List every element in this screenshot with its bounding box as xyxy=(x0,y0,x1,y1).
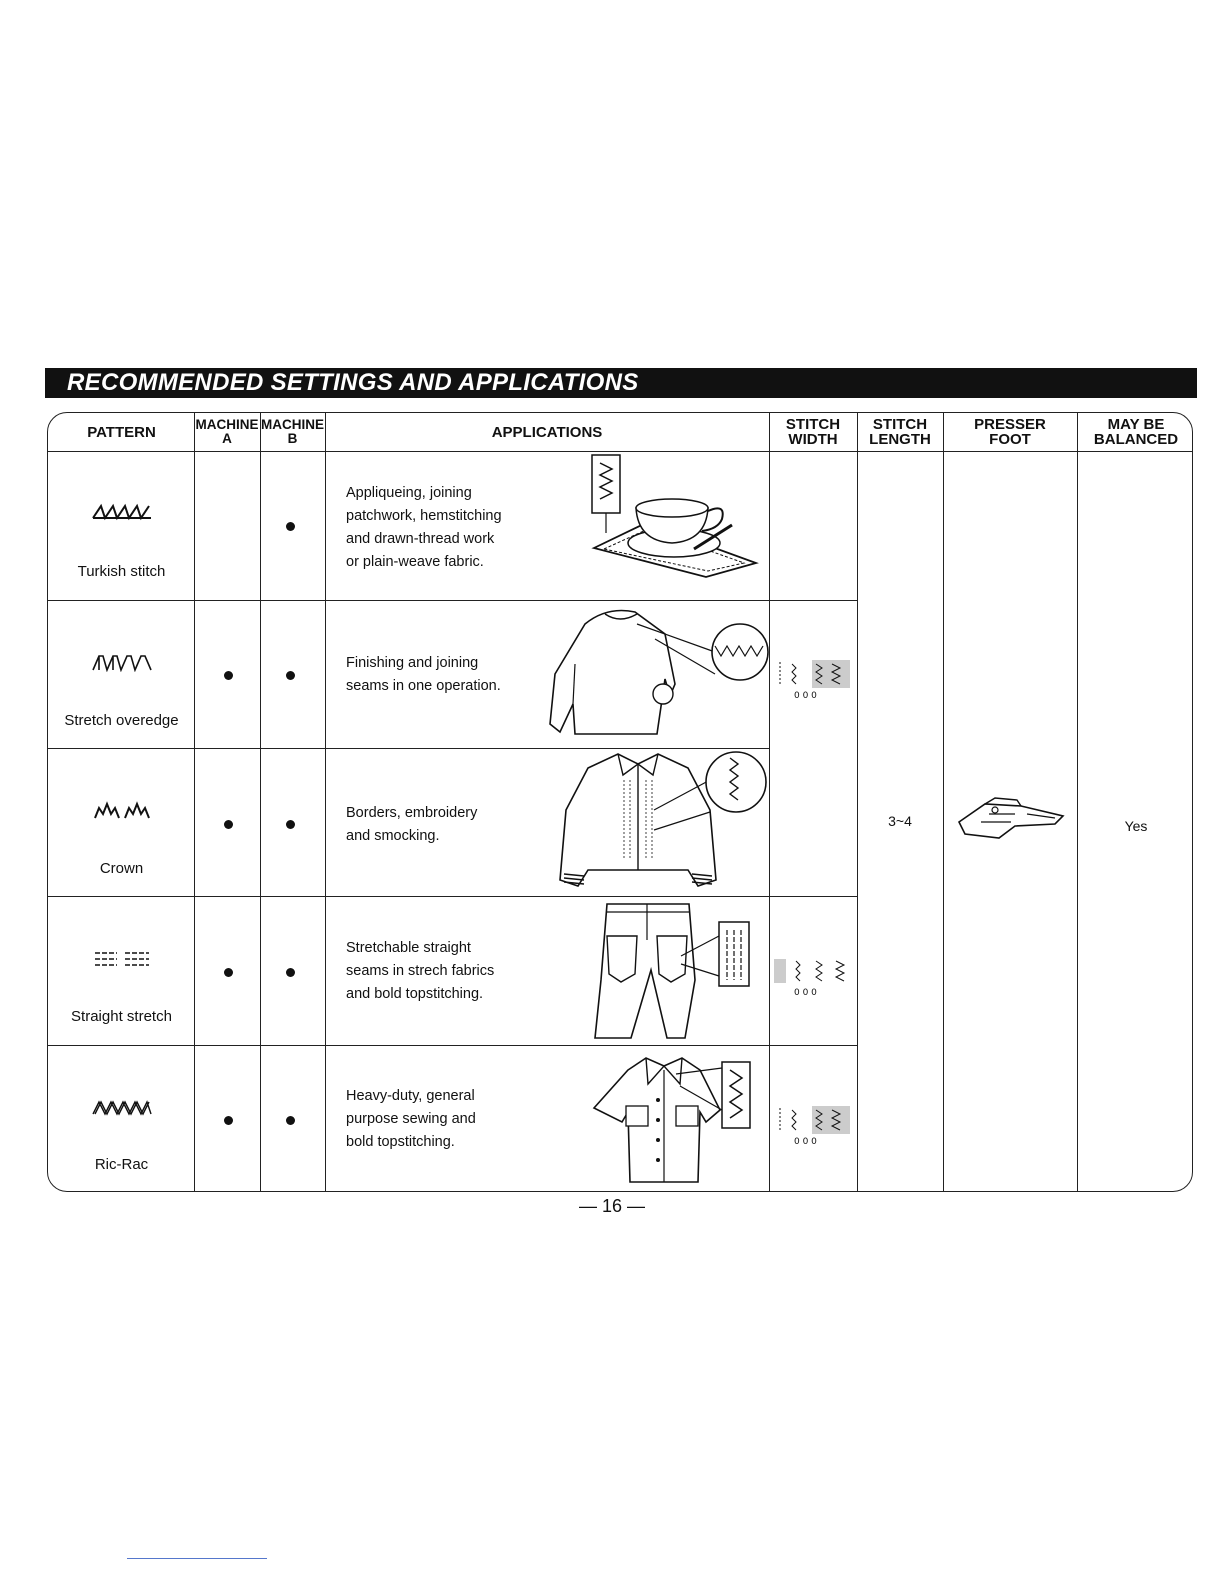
pattern-name: Turkish stitch xyxy=(77,563,166,580)
row-divider xyxy=(47,748,770,749)
application-text: Finishing and joining seams in one operation. xyxy=(346,655,501,694)
svg-text:0 0 0: 0 0 0 xyxy=(794,691,817,700)
column-divider xyxy=(943,412,944,1192)
machine-a-indicator xyxy=(224,820,233,829)
header-presser-foot: PRESSER FOOT xyxy=(974,416,1046,448)
header-stitch-length: STITCH LENGTH xyxy=(869,416,931,448)
application-text: Heavy-duty, general purpose sewing and bold topstitching. xyxy=(346,1088,476,1150)
sweater-icon xyxy=(545,604,770,744)
application-text: Borders, embroidery and smocking. xyxy=(346,805,478,844)
svg-text:0 0 0: 0 0 0 xyxy=(794,1137,817,1146)
column-divider xyxy=(194,412,195,1192)
header-machine-a: MACHINE A xyxy=(195,417,259,446)
shirt-icon xyxy=(588,1050,760,1193)
column-divider xyxy=(325,412,326,1192)
decorative-underline xyxy=(127,1558,267,1559)
section-title: RECOMMENDED SETTINGS AND APPLICATIONS xyxy=(67,369,639,396)
crown-pattern-icon xyxy=(49,800,194,827)
svg-text:0 0 0: 0 0 0 xyxy=(794,988,817,997)
stitch-length-value: 3~4 xyxy=(888,813,912,829)
header-machine-b: MACHINE B xyxy=(261,417,324,446)
machine-b-indicator xyxy=(286,820,295,829)
machine-b-indicator xyxy=(286,1116,295,1125)
machine-a-indicator xyxy=(224,1116,233,1125)
pattern-name: Straight stretch xyxy=(71,1008,172,1025)
page-number: — 16 — xyxy=(578,1196,646,1216)
stitch-width-dial-icon xyxy=(776,658,856,705)
turkish-stitch-pattern-icon xyxy=(49,502,194,527)
row-divider xyxy=(47,1045,857,1046)
header-applications: APPLICATIONS xyxy=(491,423,603,441)
machine-b-indicator xyxy=(286,522,295,531)
header-stitch-width: STITCH WIDTH xyxy=(785,416,841,448)
straight-stretch-pattern-icon xyxy=(49,949,194,974)
machine-b-indicator xyxy=(286,671,295,680)
application-text: Appliqueing, joining patchwork, hemstitching and drawn-thread work or plain-weave fabric. xyxy=(346,485,502,570)
pattern-name: Stretch overedge xyxy=(64,712,179,729)
machine-b-indicator xyxy=(286,968,295,977)
header-divider xyxy=(47,451,1193,452)
jacket-icon xyxy=(538,750,770,897)
stitch-width-dial-icon xyxy=(776,1104,856,1151)
header-pattern: PATTERN xyxy=(87,423,156,441)
stitch-width-dial-icon xyxy=(772,955,856,1002)
header-may-be-balanced: MAY BE BALANCED xyxy=(1093,416,1179,448)
jeans-icon xyxy=(585,900,755,1045)
column-divider xyxy=(857,412,858,1192)
ric-rac-pattern-icon xyxy=(49,1098,194,1123)
pattern-name: Ric-Rac xyxy=(94,1156,149,1173)
column-divider xyxy=(1077,412,1078,1192)
machine-a-indicator xyxy=(224,968,233,977)
stretch-overedge-pattern-icon xyxy=(49,652,194,677)
teacup-placemat-icon xyxy=(586,453,761,583)
machine-a-indicator xyxy=(224,671,233,680)
presser-foot-icon xyxy=(955,796,1067,847)
application-text: Stretchable straight seams in strech fabrics and bold topstitching. xyxy=(346,940,495,1002)
row-divider xyxy=(47,600,857,601)
pattern-name: Crown xyxy=(99,860,144,877)
may-be-balanced-value: Yes xyxy=(1124,818,1148,834)
column-divider xyxy=(260,412,261,1192)
section-banner xyxy=(45,368,1197,398)
